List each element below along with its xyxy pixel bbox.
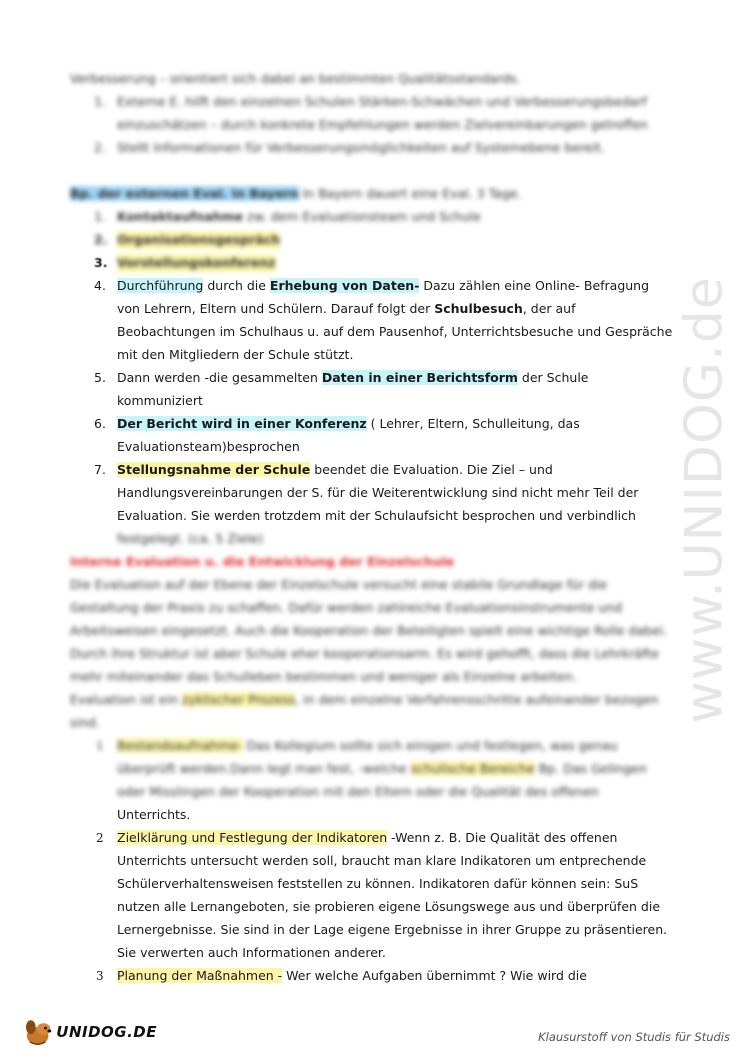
cycle-line (117, 829, 617, 847)
text-span: Dazu zählen eine Online- Befragung (419, 278, 650, 293)
watermark (675, 240, 735, 760)
list-item-line (117, 415, 580, 433)
list-item-line: Evaluationsteam)besprochen (117, 439, 300, 454)
highlight-text: zyklischer Prozess (181, 692, 296, 707)
text-span: Wer welche Aufgaben übernimmt ? Wie wird die (282, 968, 587, 983)
bavaria-heading: Bp. der externen Eval. in Bayern (70, 186, 299, 201)
step-number: 3. (94, 255, 108, 270)
paragraph-line: mehr miteinander das Schulleben bestimmen und weniger als Einzelne arbeiten. (70, 669, 577, 684)
cycle-line: Sie verwerten auch Informationen anderer. (117, 945, 386, 960)
intro-item-text: einzuschätzen – durch konkrete Empfehlungen werden Zielvereinbarungen getroffen (117, 117, 648, 132)
cycle-line (117, 760, 647, 778)
footer-logo[interactable] (22, 1012, 157, 1052)
list-item-line (117, 461, 553, 479)
step-number: 2. (94, 232, 108, 247)
step-number: 1. (94, 209, 106, 224)
bavaria-heading-line (70, 185, 521, 203)
bold-text: Schulbesuch (434, 301, 523, 316)
paragraph-line: Die Evaluation auf der Ebene der Einzelschule versucht eine stabile Grundlage für die (70, 577, 608, 592)
paragraph-line: Arbeitsweisen eingesetzt. Auch die Kooperation der Beteiligten spielt eine wichtige Rolle dabei. (70, 623, 668, 638)
list-item-line (117, 277, 649, 295)
text-span: Evaluation ist ein (70, 692, 182, 707)
paragraph-line: sind. (70, 715, 100, 730)
text-span: der Schule (517, 370, 589, 385)
footer-tagline: Klausurstoff von Studis für Studis (538, 1030, 730, 1044)
text-span: Das Kollegium sollte sich einigen und festlegen, was genau (242, 738, 618, 753)
cycle-line: Lernergebnisse. Sie sind in der Lage eigene Ergebnisse in ihrer Gruppe zu präsentieren. (117, 922, 668, 937)
cycle-line: Unterrichts. (117, 807, 191, 822)
intro-item-text: Externe E. hilft den einzelnen Schulen Stärken-Schwächen und Verbesserungsbedarf (117, 94, 647, 109)
highlight-bold-text: Erhebung von Daten- (269, 278, 420, 293)
intro-item-text: Stellt Informationen für Verbesserungsmöglichkeiten auf Systemebene bereit. (117, 140, 605, 155)
step-line: Vorstellungskonferenz (117, 255, 276, 270)
logo-text: UNIDOG.DE (56, 1023, 157, 1041)
list-item-line: Beobachtungen im Schulhaus u. auf dem Pausenhof, Unterrichtsbesuche und Gespräche (117, 324, 673, 339)
text-span: , der auf (522, 301, 576, 316)
step-line (117, 208, 481, 226)
text-span: Dann werden -die gesammelten (117, 370, 322, 385)
highlight-text: schulische Bereiche (410, 761, 535, 776)
list-number: 6. (94, 416, 106, 431)
cycle-number: 3 (96, 969, 104, 983)
cycle-number: 1 (96, 739, 104, 753)
highlight-text: Durchführung (117, 278, 204, 293)
cycle-line: nutzen alle Lernangeboten, sie probieren eigene Lösungswege aus und überprüfen die (117, 899, 661, 914)
highlight-text: Bestandsaufnahme- (117, 738, 243, 753)
text-span: überprüft werden.Dann legt man fest, -welche (117, 761, 411, 776)
text-span: beendet die Evaluation. Die Ziel – und (310, 462, 553, 477)
text-span: -Wenn z. B. Die Qualität des offenen (387, 830, 618, 845)
list-item-line (117, 369, 588, 387)
highlight-bold-text: Der Bericht wird in einer Konferenz (117, 416, 367, 431)
text-span: ( Lehrer, Eltern, Schulleitung, das (366, 416, 580, 431)
highlight-bold-text: Daten in einer Berichtsform (321, 370, 518, 385)
dog-mascot-icon (22, 1016, 53, 1048)
cycle-number: 2 (96, 831, 104, 845)
list-item-line: kommuniziert (117, 393, 203, 408)
highlight-bold-text: Stellungsnahme der Schule (117, 462, 311, 477)
intro-item-number: 1. (94, 94, 106, 109)
cycle-line: Unterrichts untersucht werden soll, braucht man klare Indikatoren um entprechende (117, 853, 647, 868)
highlight-text: Zielklärung und Festlegung der Indikatoren (117, 830, 388, 845)
cycle-line: Schülerverhaltensweisen feststellen zu können. Indikatoren dafür können sein: SuS (117, 876, 639, 891)
text-span: , in dem einzelne Verfahrensschritte aufeinander bezogen (295, 692, 659, 707)
step-rest: zw. dem Evaluationsteam und Schule (247, 209, 481, 224)
cycle-line (117, 967, 587, 985)
step-line: Organisationsgespräch (117, 232, 281, 247)
list-item-line-blurred: festgelegt. (ca. 5 Ziele) (117, 531, 264, 546)
list-item-line: Evaluation. Sie werden trotzdem mit der Schulaufsicht besprochen und verbindlich (117, 508, 636, 523)
step-bold: Kontaktaufnahme (117, 209, 244, 224)
bavaria-note: In Bayern dauert eine Eval. 3 Tage. (302, 186, 522, 201)
cycle-line: oder Misslingen der Kooperation mit den Eltern oder die Qualität des offenen (117, 784, 599, 799)
intro-item-number: 2. (94, 140, 106, 155)
list-number: 4. (94, 278, 106, 293)
cycle-line (117, 737, 618, 755)
watermark-text: www.UNIDOG.de (675, 276, 735, 724)
list-number: 7. (94, 462, 106, 477)
paragraph-line: Gestaltung der Praxis zu schaffen. Dafür werden zahlreiche Evaluationsinstrumente und (70, 600, 623, 615)
list-item-line (117, 300, 575, 318)
paragraph-line (70, 691, 658, 709)
list-number: 5. (94, 370, 106, 385)
section-heading: Interne Evaluation u. die Entwicklung der Einzelschule (70, 554, 455, 569)
text-span: von Lehrern, Eltern und Schülern. Darauf folgt der (117, 301, 435, 316)
text-span: Bp. Das Gelingen (534, 761, 647, 776)
paragraph-line: Durch ihre Struktur ist aber Schule eher kooperationsarm. Es wird gehofft, dass die Lehrkräfte (70, 646, 659, 661)
intro-line: Verbesserung – orientiert sich dabei an bestimmten Qualitätsstandards. (70, 71, 521, 86)
list-item-line: mit den Mitgliedern der Schule stützt. (117, 347, 354, 362)
highlight-text: Planung der Maßnahmen - (117, 968, 283, 983)
list-item-line: Handlungsvereinbarungen der S. für die Weiterentwicklung sind nicht mehr Teil der (117, 485, 639, 500)
text-span: durch die (203, 278, 270, 293)
